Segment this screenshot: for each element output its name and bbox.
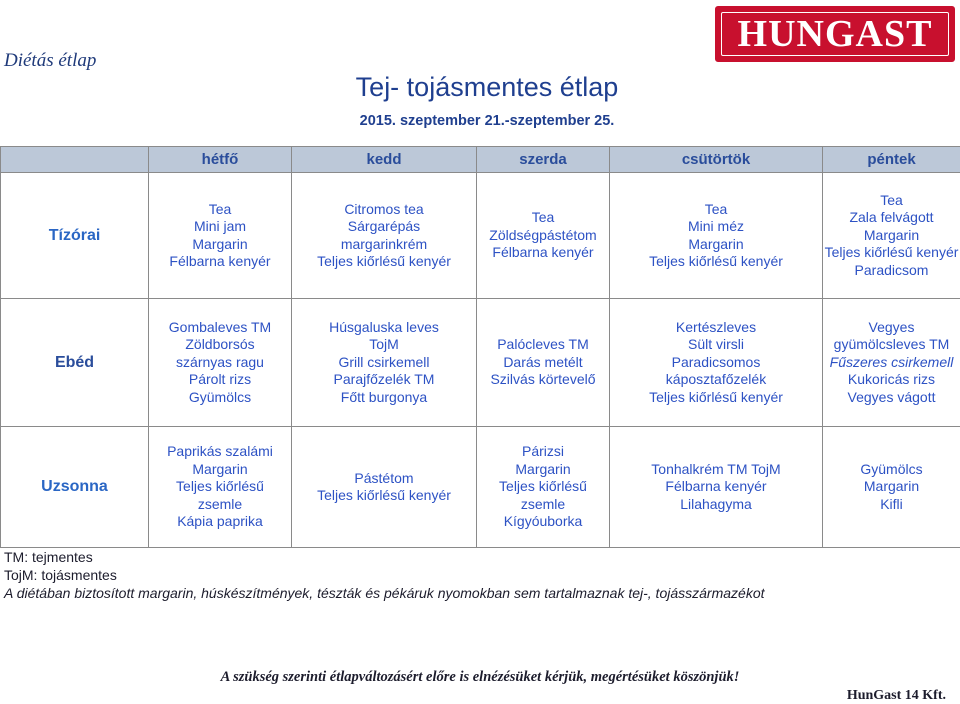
day-header-row <box>1 147 960 173</box>
menu-cell: Tea Mini méz Margarin Teljes kiőrlésű kenyér <box>610 173 823 299</box>
menu-cell: Pástétom Teljes kiőrlésű kenyér <box>292 427 477 548</box>
menu-cell: Gombaleves TM Zöldborsós szárnyas ragu Párolt rizs Gyümölcs <box>149 299 292 427</box>
note-tojm: TojM: tojásmentes <box>4 566 765 584</box>
header-corner <box>1 147 149 173</box>
menu-cell: Tonhalkrém TM TojM Félbarna kenyér Lilahagyma <box>610 427 823 548</box>
footer-message: A szükség szerinti étlapváltozásért előre is elnézésüket kérjük, megértésüket köszönjük! <box>0 669 960 686</box>
day-header: hétfő <box>149 147 292 173</box>
logo-text: HUNGAST <box>738 12 933 56</box>
menu-cell: Citromos tea Sárgarépás margarinkrém Teljes kiőrlésű kenyér <box>292 173 477 299</box>
weekly-menu-table <box>0 146 960 548</box>
meal-row-ebed <box>1 299 960 427</box>
meal-row-uzsonna <box>1 427 960 548</box>
menu-cell: Vegyes gyümölcsleves TM Fűszeres csirkemell Kukoricás rizs Vegyes vágott <box>823 299 960 427</box>
meal-label: Uzsonna <box>1 427 149 548</box>
menu-cell: Párizsi Margarin Teljes kiőrlésű zsemle Kígyóuborka <box>477 427 610 548</box>
day-header: csütörtök <box>610 147 823 173</box>
page-title: Tej- tojásmentes étlap <box>0 72 960 103</box>
menu-cell: Tea Zala felvágott Margarin Teljes kiőrlésű kenyér Paradicsom <box>823 173 960 299</box>
meal-label: Ebéd <box>1 299 149 427</box>
menu-cell: Kertészleves Sült virsli Paradicsomos káposztafőzelék Teljes kiőrlésű kenyér <box>610 299 823 427</box>
document-label: Diétás étlap <box>4 50 96 72</box>
meal-row-tizorai <box>1 173 960 299</box>
day-header: péntek <box>823 147 960 173</box>
date-range: 2015. szeptember 21.-szeptember 25. <box>0 113 960 129</box>
note-diet: A diétában biztosított margarin, húskészítmények, tészták és pékáruk nyomokban sem tartalmaznak tej-, tojásszármazékot <box>4 584 765 602</box>
day-header: kedd <box>292 147 477 173</box>
menu-cell: Paprikás szalámi Margarin Teljes kiőrlésű zsemle Kápia paprika <box>149 427 292 548</box>
note-tm: TM: tejmentes <box>4 548 765 566</box>
legend-notes <box>4 548 765 602</box>
day-header: szerda <box>477 147 610 173</box>
menu-cell: Húsgaluska leves TojM Grill csirkemell Parajfőzelék TM Főtt burgonya <box>292 299 477 427</box>
footer-reference: HunGast 14 Kft. <box>847 688 946 704</box>
menu-cell: Gyümölcs Margarin Kifli <box>823 427 960 548</box>
hungast-logo <box>715 6 955 62</box>
menu-cell: Tea Zöldségpástétom Félbarna kenyér <box>477 173 610 299</box>
menu-cell: Palócleves TM Darás metélt Szilvás körtevelő <box>477 299 610 427</box>
meal-label: Tízórai <box>1 173 149 299</box>
menu-cell: Tea Mini jam Margarin Félbarna kenyér <box>149 173 292 299</box>
